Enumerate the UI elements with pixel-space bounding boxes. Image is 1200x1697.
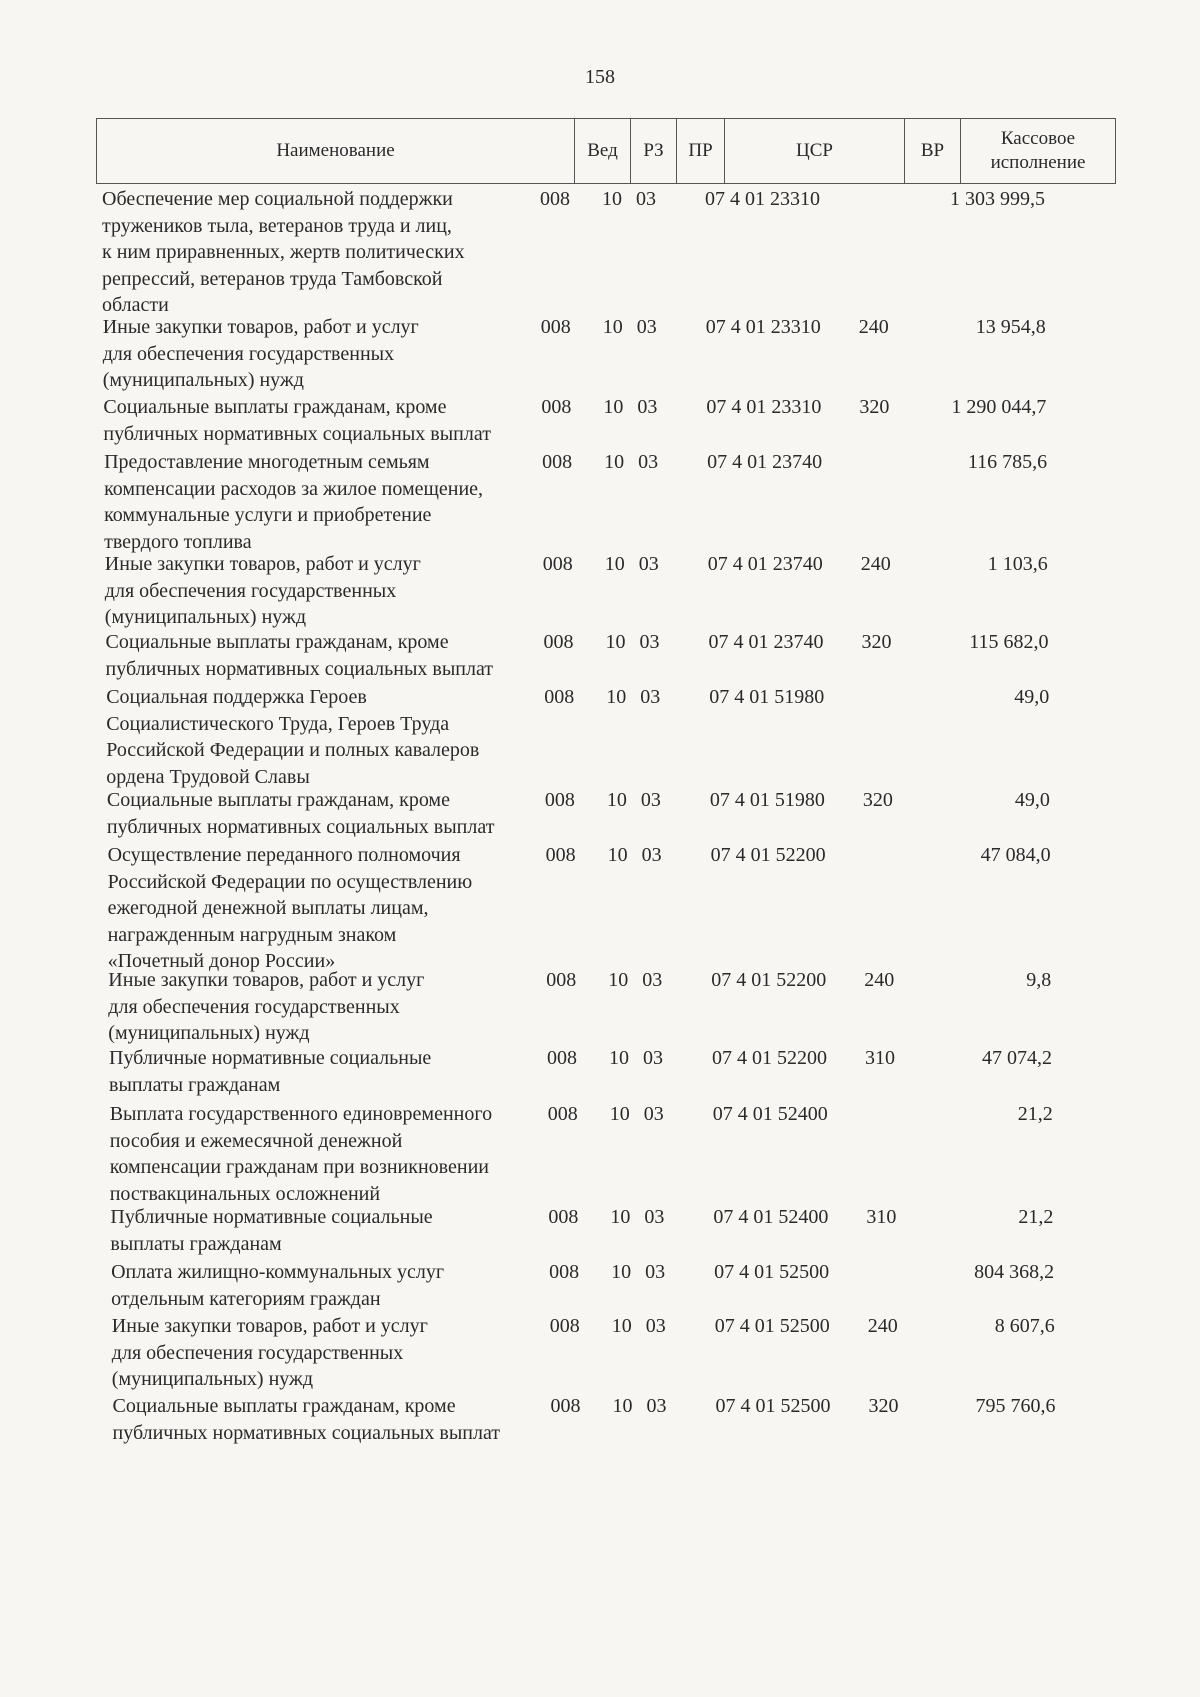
row-rz: 10	[604, 553, 625, 575]
row-amount: 49,0	[1014, 789, 1050, 811]
row-rz: 10	[611, 1315, 632, 1337]
row-name: Социальные выплаты гражданам, кроме публичных нормативных социальных выплат	[105, 631, 494, 680]
row-csr: 07 4 01 23310	[705, 188, 820, 210]
row-name: Оплата жилищно-коммунальных услуг отдельным категориям граждан	[111, 1261, 445, 1310]
row-pr: 03	[643, 1047, 663, 1069]
row-name: Осуществление переданного полномочия Российской Федерации по осуществлению ежегодной денежной выплаты лицам, награжденным нагрудным знаком «Почетный донор России»	[107, 844, 473, 972]
row-pr: 03	[639, 631, 660, 653]
row-pr: 03	[640, 789, 661, 811]
row-pr: 03	[636, 188, 656, 210]
row-ved: 008	[546, 969, 577, 991]
row-pr: 03	[645, 1315, 666, 1337]
row-rz: 10	[603, 396, 624, 418]
row-ved: 008	[548, 1206, 579, 1228]
row-name: Выплата государственного единовременного пособия и ежемесячной денежной компенсации гражданам при возникновении поствакцинальных осложнений	[109, 1103, 493, 1205]
row-rz: 10	[611, 1261, 632, 1283]
row-name: Социальные выплаты гражданам, кроме публичных нормативных социальных выплат	[112, 1395, 501, 1444]
row-rz: 10	[606, 789, 627, 811]
row-amount: 795 760,6	[975, 1395, 1056, 1417]
row-csr: 07 4 01 52500	[714, 1261, 830, 1283]
row-csr: 07 4 01 23310	[706, 396, 822, 418]
row-ved: 008	[540, 188, 570, 210]
row-ved: 008	[549, 1261, 580, 1283]
row-pr: 03	[638, 451, 659, 473]
row-pr: 03	[640, 686, 661, 708]
row-pr: 03	[641, 844, 662, 866]
row-rz: 10	[602, 188, 622, 210]
row-name: Иные закупки товаров, работ и услуг для обеспечения государственных (муниципальных) нужд	[108, 969, 425, 1044]
row-vr: 240	[864, 969, 895, 991]
row-name: Социальная поддержка Героев Социалистического Труда, Героев Труда Российской Федерации и полных кавалеров ордена Трудовой Славы	[106, 686, 480, 788]
row-vr: 240	[858, 316, 889, 338]
row-amount: 8 607,6	[994, 1315, 1055, 1337]
row-amount: 115 682,0	[969, 631, 1049, 653]
row-amount: 1 303 999,5	[950, 188, 1045, 210]
row-csr: 07 4 01 52500	[714, 1315, 830, 1337]
row-amount: 1 103,6	[987, 553, 1048, 575]
row-name: Иные закупки товаров, работ и услуг для обеспечения государственных (муниципальных) нужд	[102, 316, 419, 391]
header-pr: ПР	[677, 119, 725, 183]
row-name: Иные закупки товаров, работ и услуг для обеспечения государственных (муниципальных) нужд	[104, 553, 421, 628]
row-csr: 07 4 01 23740	[707, 451, 823, 473]
row-amount: 47 074,2	[982, 1047, 1052, 1069]
row-rz: 10	[608, 969, 629, 991]
row-amount: 804 368,2	[974, 1261, 1055, 1283]
row-ved: 008	[540, 316, 571, 338]
row-rz: 10	[612, 1395, 633, 1417]
row-csr: 07 4 01 23310	[705, 316, 821, 338]
row-ved: 008	[549, 1315, 580, 1337]
row-ved: 008	[544, 789, 575, 811]
row-rz: 10	[602, 316, 623, 338]
row-ved: 008	[544, 686, 575, 708]
row-amount: 1 290 044,7	[951, 396, 1047, 418]
row-vr: 240	[867, 1315, 898, 1337]
row-csr: 07 4 01 52200	[712, 1047, 827, 1069]
row-vr: 320	[862, 789, 893, 811]
row-name: Социальные выплаты гражданам, кроме публичных нормативных социальных выплат	[103, 396, 491, 445]
row-pr: 03	[637, 396, 658, 418]
row-pr: 03	[645, 1261, 666, 1283]
row-vr: 310	[866, 1206, 897, 1228]
row-pr: 03	[636, 316, 657, 338]
row-csr: 07 4 01 52200	[710, 844, 826, 866]
row-amount: 13 954,8	[975, 316, 1046, 338]
row-pr: 03	[642, 969, 663, 991]
row-ved: 008	[545, 844, 576, 866]
row-vr: 310	[865, 1047, 895, 1069]
row-csr: 07 4 01 51980	[709, 686, 825, 708]
row-csr: 07 4 01 52200	[711, 969, 827, 991]
header-csr: ЦСР	[725, 119, 905, 183]
header-amount: Кассовое исполнение	[990, 128, 1086, 173]
row-vr: 240	[860, 553, 891, 575]
row-name: Социальные выплаты гражданам, кроме публичных нормативных социальных выплат	[106, 789, 495, 838]
row-vr: 320	[859, 396, 890, 418]
row-amount: 49,0	[1014, 686, 1050, 708]
header-ved: Вед	[575, 119, 631, 183]
row-amount: 9,8	[1026, 969, 1052, 991]
row-amount: 47 084,0	[980, 844, 1051, 866]
row-vr: 320	[861, 631, 892, 653]
row-name: Публичные нормативные социальные выплаты гражданам	[109, 1047, 432, 1096]
row-rz: 10	[606, 686, 627, 708]
header-vr: ВР	[905, 119, 961, 183]
row-ved: 008	[542, 553, 573, 575]
row-ved: 008	[543, 631, 574, 653]
row-rz: 10	[609, 1103, 630, 1125]
row-csr: 07 4 01 52400	[712, 1103, 828, 1125]
page-number: 158	[585, 66, 615, 88]
row-csr: 07 4 01 52400	[713, 1206, 829, 1228]
row-ved: 008	[542, 451, 573, 473]
row-csr: 07 4 01 23740	[708, 631, 824, 653]
row-amount: 116 785,6	[967, 451, 1048, 473]
row-vr: 320	[868, 1395, 899, 1417]
row-csr: 07 4 01 52500	[715, 1395, 831, 1417]
row-pr: 03	[643, 1103, 664, 1125]
row-amount: 21,2	[1017, 1103, 1053, 1125]
row-csr: 07 4 01 51980	[709, 789, 825, 811]
row-rz: 10	[604, 451, 625, 473]
row-ved: 008	[550, 1395, 581, 1417]
row-amount: 21,2	[1018, 1206, 1054, 1228]
row-ved: 008	[547, 1103, 578, 1125]
row-pr: 03	[646, 1395, 667, 1417]
row-pr: 03	[644, 1206, 665, 1228]
row-rz: 10	[607, 844, 628, 866]
row-name: Предоставление многодетным семьям компенсации расходов за жилое помещение, коммунальные услуги и приобретение твердого топлива	[104, 451, 484, 553]
header-name: Наименование	[97, 119, 575, 183]
row-ved: 008	[541, 396, 572, 418]
row-name: Обеспечение мер социальной поддержки тружеников тыла, ветеранов труда и лиц, к ним приравненных, жертв политических репрессий, ветеранов труда Тамбовской области	[102, 188, 465, 316]
row-pr: 03	[638, 553, 659, 575]
row-name: Иные закупки товаров, работ и услуг для обеспечения государственных (муниципальных) нужд	[111, 1315, 428, 1390]
row-rz: 10	[605, 631, 626, 653]
row-rz: 10	[610, 1206, 631, 1228]
row-rz: 10	[609, 1047, 629, 1069]
row-name: Публичные нормативные социальные выплаты гражданам	[110, 1206, 433, 1255]
row-csr: 07 4 01 23740	[707, 553, 823, 575]
row-ved: 008	[547, 1047, 577, 1069]
header-rz: РЗ	[631, 119, 677, 183]
